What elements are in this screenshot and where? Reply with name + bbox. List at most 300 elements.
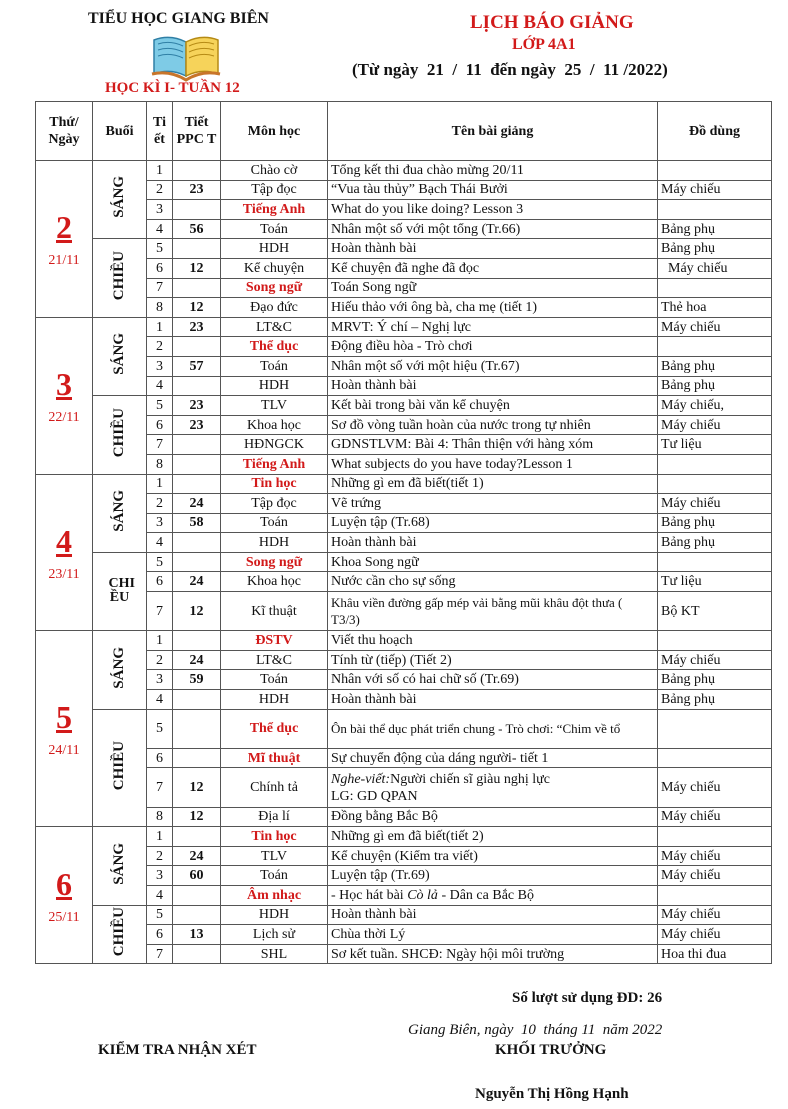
session-cell <box>93 161 147 239</box>
table-row <box>36 298 772 318</box>
subject-cell: Chào cờ <box>221 161 328 181</box>
day-cell <box>36 317 93 474</box>
equipment-cell: Bảng phụ <box>658 690 772 710</box>
lesson-cell <box>328 356 658 376</box>
subject-cell: ĐSTV <box>221 631 328 651</box>
table-row <box>36 905 772 925</box>
lesson-text: Người chiến sĩ giàu nghị lực <box>390 771 550 787</box>
session-cell <box>93 709 147 827</box>
lesson-cell <box>328 396 658 416</box>
equipment-cell <box>658 885 772 905</box>
table-row <box>36 494 772 514</box>
ppct-cell: 12 <box>173 807 221 827</box>
subject-cell: HDH <box>221 239 328 259</box>
subject-cell: Tập đọc <box>221 494 328 514</box>
session-label: CHIỀU <box>111 407 127 457</box>
lesson-cell <box>328 768 658 807</box>
equipment-cell: Bảng phụ <box>658 219 772 239</box>
table-header-row <box>36 102 772 161</box>
day-cell <box>36 827 93 964</box>
signer-name: Nguyễn Thị Hồng Hạnh <box>475 1086 629 1102</box>
ppct-cell: 23 <box>173 180 221 200</box>
session-cell <box>93 631 147 709</box>
lesson-text: Nhân với số có hai chữ số (Tr.69) <box>331 672 519 688</box>
equipment-cell: Máy chiếu <box>658 180 772 200</box>
equipment-cell: Bảng phụ <box>658 513 772 533</box>
day-cell <box>36 161 93 318</box>
day-number: 4 <box>56 522 72 559</box>
lesson-text: Khoa Song ngữ <box>331 554 419 570</box>
term-week: HỌC KÌ I- TUẦN 12 <box>105 80 240 96</box>
table-row <box>36 827 772 847</box>
open-book-icon <box>150 30 222 82</box>
table-row <box>36 239 772 259</box>
table-row <box>36 885 772 905</box>
table-row <box>36 866 772 886</box>
lesson-text: - Dân ca Bắc Bộ <box>437 887 534 903</box>
ppct-cell <box>173 376 221 396</box>
school-name: TIỂU HỌC GIANG BIÊN <box>88 10 269 27</box>
equipment-cell: Máy chiếu <box>658 925 772 945</box>
page-title: LỊCH BÁO GIẢNG <box>470 12 634 33</box>
ppct-cell: 23 <box>173 415 221 435</box>
ppct-cell: 23 <box>173 317 221 337</box>
lesson-cell <box>328 631 658 651</box>
ppct-cell: 12 <box>173 298 221 318</box>
ppct-cell <box>173 278 221 298</box>
equipment-cell: Tư liệu <box>658 572 772 592</box>
equipment-cell: Máy chiếu <box>658 905 772 925</box>
subject-cell: Mĩ thuật <box>221 748 328 768</box>
lesson-text: Nhân một số với một tổng (Tr.66) <box>331 221 521 237</box>
period-cell: 6 <box>147 258 173 278</box>
lesson-text: Hoàn thành bài <box>331 241 417 257</box>
subject-cell: HDH <box>221 533 328 553</box>
ppct-cell: 24 <box>173 650 221 670</box>
table-row <box>36 337 772 357</box>
equipment-cell <box>658 337 772 357</box>
ppct-cell: 58 <box>173 513 221 533</box>
lesson-text: GDNSTLVM: Bài 4: Thân thiện với hàng xóm <box>331 437 594 453</box>
lesson-text: Kể chuyện (Kiểm tra viết) <box>331 848 478 864</box>
equipment-cell: Máy chiếu <box>658 807 772 827</box>
session-label: CHI ỀU <box>108 576 135 606</box>
ppct-cell <box>173 474 221 494</box>
lesson-text: Hoàn thành bài <box>331 691 417 707</box>
table-row <box>36 376 772 396</box>
lesson-text: Viết thu hoạch <box>331 633 413 649</box>
equipment-cell: Máy chiếu <box>658 650 772 670</box>
lesson-cell <box>328 239 658 259</box>
period-cell: 8 <box>147 807 173 827</box>
session-cell <box>93 552 147 630</box>
session-cell <box>93 827 147 905</box>
lesson-cell <box>328 494 658 514</box>
period-cell: 6 <box>147 748 173 768</box>
lesson-cell <box>328 317 658 337</box>
equipment-cell <box>658 748 772 768</box>
subject-cell: SHL <box>221 944 328 964</box>
table-row <box>36 650 772 670</box>
table-row <box>36 356 772 376</box>
session-label: SÁNG <box>111 842 127 885</box>
subject-cell: Đạo đức <box>221 298 328 318</box>
lesson-cell <box>328 827 658 847</box>
col-day-header: Thứ/ Ngày <box>36 102 93 161</box>
subject-cell: TLV <box>221 846 328 866</box>
table-row <box>36 219 772 239</box>
lesson-text: Ôn bài thể dục phát triển chung - Trò chơi: “Chim về tổ <box>331 721 621 737</box>
lesson-cell <box>328 435 658 455</box>
table-row <box>36 690 772 710</box>
table-row <box>36 709 772 748</box>
period-cell: 2 <box>147 846 173 866</box>
lesson-text: Luyện tập (Tr.69) <box>331 868 430 884</box>
period-cell: 2 <box>147 180 173 200</box>
period-cell: 4 <box>147 885 173 905</box>
lesson-cell <box>328 846 658 866</box>
table-row <box>36 396 772 416</box>
lesson-cell <box>328 925 658 945</box>
lesson-italic: Nghe-viết: <box>331 771 391 787</box>
lesson-text: Sự chuyển động của dáng người- tiết 1 <box>331 750 549 766</box>
lesson-cell <box>328 650 658 670</box>
equipment-cell: Hoa thi đua <box>658 944 772 964</box>
usage-count: Số lượt sử dụng ĐD: 26 <box>512 990 663 1006</box>
table-row <box>36 474 772 494</box>
ppct-cell <box>173 239 221 259</box>
ppct-cell <box>173 533 221 553</box>
lesson-cell <box>328 337 658 357</box>
lesson-text: Hoàn thành bài <box>331 907 417 923</box>
equipment-cell: Bảng phụ <box>658 533 772 553</box>
col-session-header: Buổi <box>93 102 147 161</box>
ppct-cell <box>173 200 221 220</box>
period-cell: 3 <box>147 670 173 690</box>
lesson-cell <box>328 219 658 239</box>
ppct-cell <box>173 885 221 905</box>
col-lesson-header: Tên bài giảng <box>328 102 658 161</box>
subject-cell: Kĩ thuật <box>221 592 328 631</box>
subject-cell: Toán <box>221 219 328 239</box>
ppct-cell: 56 <box>173 219 221 239</box>
subject-cell: Toán <box>221 356 328 376</box>
ppct-cell <box>173 709 221 748</box>
session-label: SÁNG <box>111 646 127 689</box>
lesson-cell <box>328 690 658 710</box>
period-cell: 7 <box>147 944 173 964</box>
period-cell: 1 <box>147 827 173 847</box>
table-row <box>36 748 772 768</box>
period-cell: 4 <box>147 376 173 396</box>
lesson-cell <box>328 944 658 964</box>
table-row <box>36 533 772 553</box>
period-cell: 1 <box>147 317 173 337</box>
equipment-cell: Thẻ hoa <box>658 298 772 318</box>
period-cell: 5 <box>147 396 173 416</box>
subject-cell: TLV <box>221 396 328 416</box>
subject-cell: HĐNGCK <box>221 435 328 455</box>
day-number: 6 <box>56 865 72 902</box>
subject-cell: Tiếng Anh <box>221 200 328 220</box>
day-cell <box>36 474 93 631</box>
day-number: 5 <box>56 699 72 736</box>
subject-cell: Khoa học <box>221 572 328 592</box>
table-row <box>36 768 772 807</box>
subject-cell: HDH <box>221 905 328 925</box>
col-ppct-header: Tiết PPC T <box>173 102 221 161</box>
lesson-text: Kết bài trong bài văn kể chuyện <box>331 397 510 413</box>
ppct-cell: 24 <box>173 572 221 592</box>
subject-cell: Tiếng Anh <box>221 454 328 474</box>
equipment-cell: Máy chiếu <box>658 846 772 866</box>
equipment-cell: Tư liệu <box>658 435 772 455</box>
session-cell <box>93 474 147 552</box>
ppct-cell: 59 <box>173 670 221 690</box>
ppct-cell: 57 <box>173 356 221 376</box>
table-row <box>36 454 772 474</box>
subject-cell: HDH <box>221 690 328 710</box>
lesson-cell <box>328 513 658 533</box>
period-cell: 5 <box>147 709 173 748</box>
table-row <box>36 925 772 945</box>
lesson-cell <box>328 748 658 768</box>
subject-cell: Toán <box>221 866 328 886</box>
period-cell: 7 <box>147 592 173 631</box>
period-cell: 4 <box>147 219 173 239</box>
ppct-cell <box>173 454 221 474</box>
equipment-cell: Bảng phụ <box>658 239 772 259</box>
equipment-cell: Máy chiếu <box>658 317 772 337</box>
lesson-text: Đồng bằng Bắc Bộ <box>331 809 438 825</box>
lesson-cell <box>328 807 658 827</box>
period-cell: 7 <box>147 278 173 298</box>
equipment-cell: Máy chiếu <box>658 494 772 514</box>
lesson-cell <box>328 258 658 278</box>
equipment-cell <box>658 200 772 220</box>
period-cell: 7 <box>147 435 173 455</box>
day-number: 3 <box>56 366 72 403</box>
subject-cell: Song ngữ <box>221 278 328 298</box>
session-label: CHIỀU <box>111 740 127 790</box>
subject-cell: Tin học <box>221 827 328 847</box>
date-range: (Từ ngày 21 / 11 đến ngày 25 / 11 /2022) <box>352 60 668 79</box>
equipment-cell <box>658 474 772 494</box>
lesson-cell <box>328 278 658 298</box>
lesson-text: Hiếu thảo với ông bà, cha mẹ (tiết 1) <box>331 299 538 315</box>
subject-cell: Kể chuyện <box>221 258 328 278</box>
equipment-cell: Máy chiếu <box>658 866 772 886</box>
period-cell: 1 <box>147 631 173 651</box>
day-cell <box>36 631 93 827</box>
lesson-cell <box>328 866 658 886</box>
lesson-text: Những gì em đã biết(tiết 1) <box>331 476 484 492</box>
ppct-cell: 60 <box>173 866 221 886</box>
table-row <box>36 552 772 572</box>
period-cell: 3 <box>147 866 173 886</box>
lesson-cell <box>328 572 658 592</box>
lesson-cell <box>328 709 658 748</box>
ppct-cell <box>173 905 221 925</box>
period-cell: 5 <box>147 552 173 572</box>
schedule-table <box>35 101 772 964</box>
lesson-cell <box>328 885 658 905</box>
lesson-text: Tổng kết thi đua chào mừng 20/11 <box>331 162 524 178</box>
period-cell: 6 <box>147 572 173 592</box>
subject-cell: Thể dục <box>221 709 328 748</box>
table-row <box>36 200 772 220</box>
col-period-header: Ti ết <box>147 102 173 161</box>
equipment-cell: Bảng phụ <box>658 356 772 376</box>
lesson-cell <box>328 415 658 435</box>
lesson-text: Khâu viền đường gấp mép vải bằng mũi khâu đột thưa ( T3/3) <box>331 595 623 628</box>
day-date: 25/11 <box>48 909 80 925</box>
subject-cell: Chính tả <box>221 768 328 807</box>
session-cell <box>93 239 147 317</box>
period-cell: 5 <box>147 905 173 925</box>
ppct-cell <box>173 161 221 181</box>
session-label: SÁNG <box>111 489 127 532</box>
session-label: SÁNG <box>111 176 127 219</box>
ppct-cell: 13 <box>173 925 221 945</box>
ppct-cell: 12 <box>173 768 221 807</box>
ppct-cell <box>173 827 221 847</box>
period-cell: 8 <box>147 454 173 474</box>
equipment-cell: Máy chiếu <box>658 258 772 278</box>
review-label: KIỂM TRA NHẬN XÉT <box>98 1042 257 1058</box>
lesson-prefix: - Học hát bài <box>331 887 408 903</box>
lesson-text: Sơ đồ vòng tuần hoàn của nước trong tự nhiên <box>331 417 591 433</box>
table-row <box>36 161 772 181</box>
period-cell: 6 <box>147 925 173 945</box>
equipment-cell <box>658 631 772 651</box>
lesson-cell <box>328 200 658 220</box>
subject-cell: Địa lí <box>221 807 328 827</box>
lesson-text: Hoàn thành bài <box>331 535 417 551</box>
lesson-note: LG: GD QPAN <box>331 788 418 804</box>
lesson-cell <box>328 161 658 181</box>
ppct-cell <box>173 690 221 710</box>
subject-cell: Toán <box>221 670 328 690</box>
equipment-cell <box>658 709 772 748</box>
period-cell: 7 <box>147 768 173 807</box>
lesson-text: MRVT: Ý chí – Nghị lực <box>331 319 471 335</box>
lesson-cell <box>328 376 658 396</box>
period-cell: 2 <box>147 494 173 514</box>
subject-cell: Song ngữ <box>221 552 328 572</box>
lesson-text: Sơ kết tuần. SHCĐ: Ngày hội môi trường <box>331 946 565 962</box>
ppct-cell <box>173 337 221 357</box>
lesson-cell <box>328 905 658 925</box>
col-subject-header: Môn học <box>221 102 328 161</box>
session-label: SÁNG <box>111 333 127 375</box>
table-row <box>36 317 772 337</box>
ppct-cell: 24 <box>173 846 221 866</box>
session-cell <box>93 396 147 474</box>
block-leader-label: KHỐI TRƯỞNG <box>495 1042 607 1058</box>
equipment-cell: Bảng phụ <box>658 376 772 396</box>
table-row <box>36 415 772 435</box>
period-cell: 1 <box>147 161 173 181</box>
lesson-cell <box>328 298 658 318</box>
subject-cell: LT&C <box>221 317 328 337</box>
lesson-cell <box>328 474 658 494</box>
lesson-text: Toán Song ngữ <box>331 280 417 296</box>
period-cell: 1 <box>147 474 173 494</box>
ppct-cell <box>173 944 221 964</box>
equipment-cell <box>658 278 772 298</box>
session-label: CHIỀU <box>111 907 127 957</box>
ppct-cell <box>173 435 221 455</box>
session-label: CHIỀU <box>111 250 127 301</box>
subject-cell: Lịch sử <box>221 925 328 945</box>
period-cell: 3 <box>147 356 173 376</box>
lesson-text: Vẽ trứng <box>331 495 381 511</box>
equipment-cell <box>658 454 772 474</box>
table-row <box>36 278 772 298</box>
period-cell: 2 <box>147 337 173 357</box>
class-name: LỚP 4A1 <box>512 36 576 53</box>
lesson-text: “Vua tàu thủy” Bạch Thái Bưởi <box>331 182 508 198</box>
session-cell <box>93 317 147 395</box>
table-row <box>36 513 772 533</box>
schedule-body <box>36 161 772 964</box>
period-cell: 4 <box>147 533 173 553</box>
lesson-text: What do you like doing? Lesson 3 <box>331 201 524 217</box>
day-date: 21/11 <box>48 253 80 269</box>
ppct-cell: 24 <box>173 494 221 514</box>
lesson-text: Kể chuyện đã nghe đã đọc <box>331 260 480 276</box>
subject-cell: Toán <box>221 513 328 533</box>
lesson-cell <box>328 552 658 572</box>
table-row <box>36 944 772 964</box>
table-row <box>36 592 772 631</box>
period-cell: 4 <box>147 690 173 710</box>
subject-cell: Khoa học <box>221 415 328 435</box>
ppct-cell <box>173 552 221 572</box>
table-row <box>36 572 772 592</box>
lesson-text: Hoàn thành bài <box>331 378 417 394</box>
subject-cell: HDH <box>221 376 328 396</box>
equipment-cell: Máy chiếu <box>658 415 772 435</box>
lesson-cell <box>328 180 658 200</box>
lesson-cell <box>328 670 658 690</box>
equipment-cell <box>658 552 772 572</box>
ppct-cell: 23 <box>173 396 221 416</box>
day-date: 22/11 <box>48 410 80 426</box>
day-number: 2 <box>56 209 72 246</box>
equipment-cell: Bộ KT <box>658 592 772 631</box>
period-cell: 2 <box>147 650 173 670</box>
period-cell: 8 <box>147 298 173 318</box>
period-cell: 3 <box>147 513 173 533</box>
lesson-text: Động điều hòa - Trò chơi <box>331 339 473 355</box>
table-row <box>36 670 772 690</box>
lesson-text: Chùa thời Lý <box>331 926 406 942</box>
table-row <box>36 846 772 866</box>
equipment-cell: Máy chiếu <box>658 768 772 807</box>
subject-cell: LT&C <box>221 650 328 670</box>
lesson-cell <box>328 454 658 474</box>
lesson-text: Nước cần cho sự sống <box>331 574 456 590</box>
equipment-cell: Máy chiếu, <box>658 396 772 416</box>
place-date: Giang Biên, ngày 10 tháng 11 năm 2022 <box>408 1022 663 1038</box>
table-row <box>36 180 772 200</box>
period-cell: 3 <box>147 200 173 220</box>
ppct-cell <box>173 631 221 651</box>
equipment-cell <box>658 161 772 181</box>
ppct-cell: 12 <box>173 258 221 278</box>
